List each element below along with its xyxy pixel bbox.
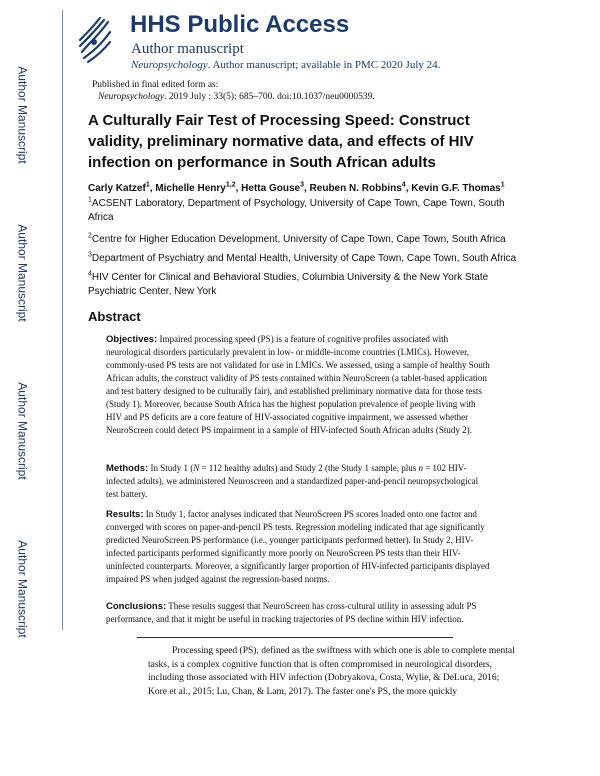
author-list: Carly Katzef$^1$, Michelle Henry$^{1,2}$, Hetta Gouse$^3$, Reuben N. Robbins$^4$, Kevin G.F. Thomas$^1$	[88, 181, 505, 194]
affiliation: $^2$Centre for Higher Education Development, University of Cape Town, Cape Town, South Africa	[88, 232, 506, 245]
author: Reuben N. Robbins$^4$	[309, 181, 406, 194]
abstract-objectives: Objectives: Impaired processing speed (PS) is a feature of cognitive profiles associated with neurological disorders particularly prevalent in low- or middle-income countries (LMICs). However, commonly-used PS tests are not validated for use in LMICs. We assessed, using a sample of healthy South African adults, the construct validity of PS tests contained within NeuroScreen (a tablet-based application and test battery designed to be culturally fair), and established preliminary normative data for those tests (Study 1). Moreover, because South Africa has the highest population prevalence of people living with HIV and PS deficits are a core feature of HIV-associated cognitive impairment, we assessed whether NeuroScreen could detect PS impairment in a sample of HIV-infected South African adults (Study 2).	[106, 334, 490, 435]
author: Hetta Gouse$^3$	[241, 181, 304, 194]
abstract-methods: Methods: In Study 1 (N = 112 healthy adults) and Study 2 (the Study 1 sample, plus n = 102 HIV-infected adults), we administered Neuroscreen and a standardized paper-and-pencil neuropsychological test battery.	[106, 463, 479, 499]
section-divider	[137, 637, 453, 638]
author: Kevin G.F. Thomas$^1$	[411, 181, 505, 194]
publication-citation: Neuropsychology. 2019 July ; 33(5): 685–700. doi:10.1037/neu0000539.	[98, 92, 375, 102]
hhs-eagle-logo-icon	[74, 12, 114, 66]
sidebar-label: Author Manuscript	[16, 382, 31, 480]
header-title: HHS Public Access	[130, 11, 350, 38]
affiliation: $^4$HIV Center for Clinical and Behavioral Studies, Columbia University & the New York State Psychiatric Center, New York	[88, 270, 489, 297]
sidebar-label: Author Manuscript	[16, 540, 31, 638]
journal-name: Neuropsychology	[131, 59, 208, 71]
abstract-heading: Abstract	[88, 309, 141, 324]
affiliation: $^1$ACSENT Laboratory, Department of Psychology, University of Cape Town, Cape Town, South Africa	[88, 196, 505, 223]
abstract-results: Results: In Study 1, factor analyses indicated that NeuroScreen PS scores loaded onto one factor and converged with scores on paper-and-pencil PS tests. Regression modeling indicated that age significantly predicted NeuroScreen PS performance (i.e., younger participants performed better). In Study 2, HIV-infected participants performed significantly more poorly on NeuroScreen PS tests than their HIV-uninfected counterparts. Moreover, a significantly larger proportion of HIV-infected participants displayed impaired PS when judged against the regression-based norms.	[106, 509, 490, 584]
abstract-conclusions: Conclusions: These results suggest that NeuroScreen has cross-cultural utility in assessing adult PS performance, and that it might be useful in tracking trajectories of PS decline within HIV infection.	[106, 601, 477, 624]
publication-note: Published in final edited form as:	[92, 80, 219, 90]
affiliation: $^3$Department of Psychiatry and Mental Health, University of Cape Town, Cape Town, South Africa	[88, 251, 517, 264]
vertical-divider	[62, 10, 63, 630]
sidebar-label: Author Manuscript	[16, 224, 31, 322]
sidebar-label: Author Manuscript	[16, 66, 31, 164]
body-paragraph: Processing speed (PS), defined as the swiftness with which one is able to complete mental tasks, is a complex cognitive function that is often compromised in neurological disorders, including those associated with HIV infection (Dobryakova, Costa, Wylie, & DeLuca, 2016; Kore et al., 2015; Lu, Chan, & Lam, 2017). The faster one's PS, the more quickly	[148, 646, 515, 697]
article-title: A Culturally Fair Test of Processing Speed: Construct validity, preliminary normative data, and effects of HIV infection on performance in South African adults	[88, 112, 474, 171]
header-availability: Neuropsychology. Author manuscript; available in PMC 2020 July 24.	[131, 59, 441, 71]
header-subtitle: Author manuscript	[131, 41, 244, 57]
author: Carly Katzef$^1$	[88, 181, 150, 194]
author: Michelle Henry$^{1,2}$	[155, 181, 236, 194]
